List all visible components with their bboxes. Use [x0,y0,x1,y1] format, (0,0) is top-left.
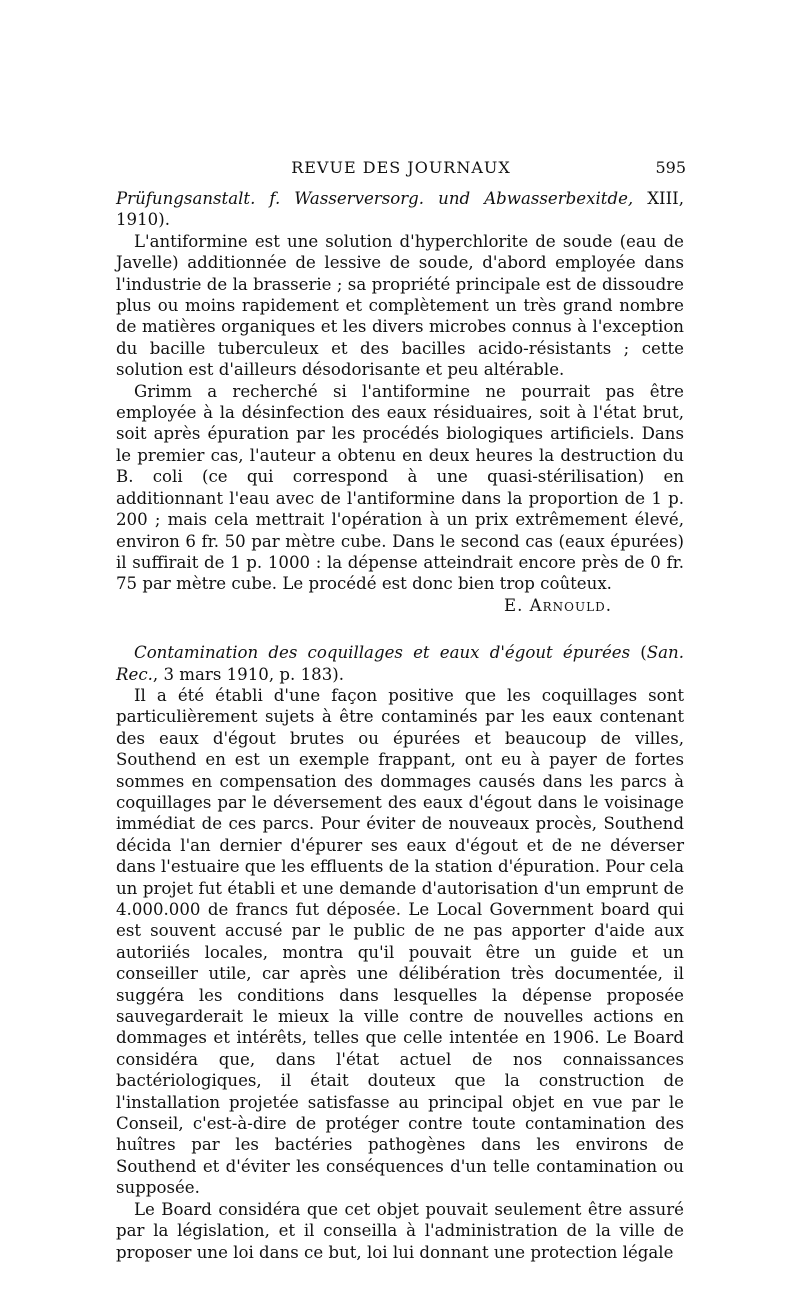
article1-source-title: Prüfungsanstalt. f. Wasserversorg. und Abwasserbexitde, [116,189,634,208]
article2-paragraph: Le Board considéra que cet objet pouvait seulement être assuré par la législation, et il conseilla à l'administration de la ville de proposer une loi dans ce but, loi lui donnant une protection légale [116,1199,684,1262]
article1-source [116,188,684,231]
article1-paragraph: Grimm a recherché si l'antiformine ne pourrait pas être employée à la désinfection des eaux résiduaires, soit à l'état brut, soit après épuration par les procédés biologiques artificiels. Dans le premier cas, l'auteur a obtenu en deux heures la destruction du B. coli (ce qui correspond à une quasi-stérilisation) en additionnant l'eau avec de l'antiformine dans la proportion de 1 p. 200 ; mais cela mettrait l'opération à un prix extrêmement élevé, environ 6 fr. 50 par mètre cube. Dans le second cas (eaux épurées) il suffirait de 1 p. 1000 : la dépense atteindrait encore près de 0 fr. 75 par mètre cube. Le procédé est donc bien trop coûteux. [116,381,684,594]
article1-signature: E. Arnould. [504,595,612,615]
article2-title: Contamination des coquillages et eaux d'égout épurées [134,643,631,663]
article2-source: San. Rec. [116,643,685,684]
article2-paragraph: Il a été établi d'une façon positive que les coquillages sont particulièrement sujets à être contaminés par les eaux contenant des eaux d'égout brutes ou épurées et beaucoup de villes, Southend en est un exemple frappant, ont eu à payer de fortes sommes en compensation des dommages causés dans les parcs à coquillages par le déversement des eaux d'égout dans le voisinage immédiat de ces parcs. Pour éviter de nouveaux procès, Southend décida l'an dernier d'épurer ses eaux d'égout et de ne déverser dans l'estuaire que les effluents de la station d'épuration. Pour cela un projet fut établi et une demande d'autorisation d'un emprunt de 4.000.000 de francs fut déposée. Le Local Government board qui est souvent accusé par le public de ne pas apporter d'aide aux autoriiés locales, montra qu'il pouvait être un guide et un conseiller utile, car après une délibération très documentée, il suggéra les conditions dans lesquelles la dépense proposée sauvegarderait le mieux la ville contre de nouvelles actions en dommages et intérêts, telles que celle intentée en 1906. Le Board considéra que, dans l'état actuel de nos connaissances bactériologiques, il était douteux que la construction de l'installation projetée satisfasse au principal objet en vue par le Conseil, c'est-à-dire de protéger contre toute contamination des huîtres par les bactéries pathogènes dans les environs de Southend et d'éviter les conséquences d'un telle contamination ou supposée. [116,685,684,1198]
article2-heading [116,642,684,685]
page-content [116,188,684,1263]
article2-title-open: ( [630,643,647,663]
article1-paragraph: L'antiformine est une solution d'hyperchlorite de soude (eau de Javelle) additionnée de lessive de soude, d'abord employée dans l'industrie de la brasserie ; sa propriété principale est de dissoudre plus ou moins rapidement et complètement un très grand nombre de matières organiques et les divers microbes connus à l'exception du bacille tuberculeux et des bacilles acido-résistants ; cette solution est d'ailleurs désodorisante et peu altérable. [116,231,684,380]
journal-title: REVUE DES JOURNAUX [291,158,511,177]
article1-source-ref: XIII, 1910). [116,189,684,230]
article-separator [116,616,684,642]
page-number: 595 [655,158,686,177]
article2-source-ref: , 3 mars 1910, p. 183). [152,664,344,684]
running-header [116,158,686,182]
